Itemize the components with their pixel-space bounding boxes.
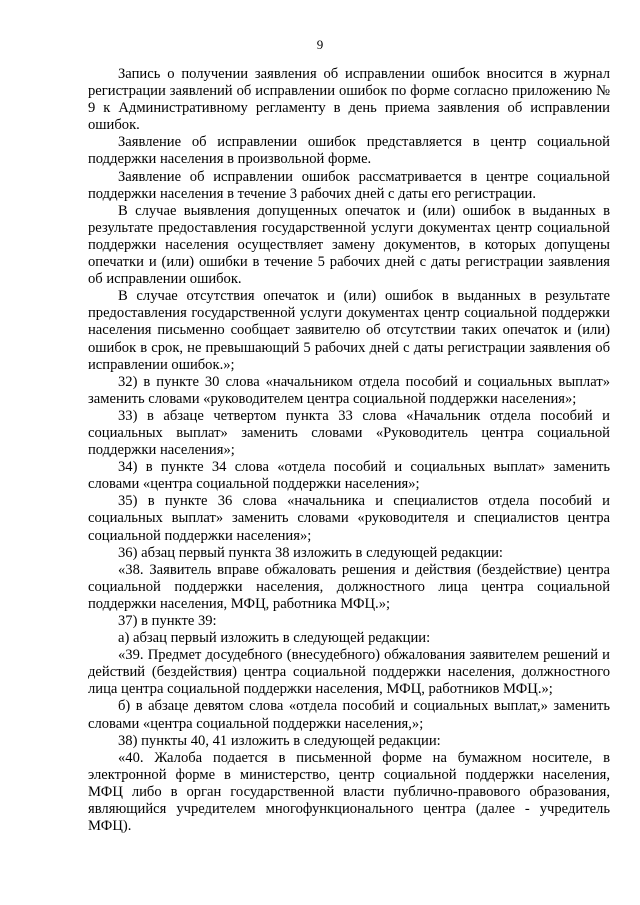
paragraph-item-32: 32) в пункте 30 слова «начальником отдела пособий и социальных выплат» заменить словами «руководителем центра социальной поддержки населения»;: [88, 373, 610, 407]
page-number: 9: [316, 37, 324, 52]
paragraph-item-37: 37) в пункте 39:: [118, 613, 217, 629]
paragraph-item-36: 36) абзац первый пункта 38 изложить в следующей редакции:: [118, 544, 503, 561]
paragraph-item-33: 33) в абзаце четвертом пункта 33 слова «Начальник отдела пособий и социальных выплат» заменить словами «Руководитель центра социальной поддержки населения»;: [88, 407, 610, 459]
document-body: [88, 66, 610, 835]
paragraph-no-errors-notice: В случае отсутствия опечаток и (или) ошибок в выданных в результате предоставления государственной услуги документах центр социальной поддержки населения письменно сообщает заявителю об отсутствии таких опечаток и (или) ошибок в срок, не превышающий 5 рабочих дней с даты регистрации заявления об исправлении ошибок.»;: [88, 288, 610, 373]
paragraph-clause-39: «39. Предмет досудебного (внесудебного) обжалования заявителем решений и действий (бездействия) центра социальной поддержки населения, должностного лица центра социальной поддержки населения, МФЦ, работников МФЦ.»;: [88, 647, 610, 698]
paragraph-item-37-a: а) абзац первый изложить в следующей редакции:: [118, 630, 431, 647]
paragraph-item-34: 34) в пункте 34 слова «отдела пособий и социальных выплат» заменить словами «центра социальной поддержки населения»;: [88, 459, 610, 493]
paragraph-error-application-form: Заявление об исправлении ошибок представляется в центр социальной поддержки населения в произвольной форме.: [88, 134, 610, 168]
paragraph-clause-38: «38. Заявитель вправе обжаловать решения и действия (бездействие) центра социальной поддержки населения, должностного лица центра социальной поддержки населения, МФЦ, работника МФЦ.»;: [88, 561, 610, 612]
paragraph-document-replacement: В случае выявления допущенных опечаток и (или) ошибок в выданных в результате предоставления государственной услуги документах центр социальной поддержки населения осуществляет замену документов, в которых допущены опечатки и (или) ошибки в течение 5 рабочих дней с даты регистрации заявления об исправлении ошибок.: [88, 202, 610, 288]
paragraph-item-35: 35) в пункте 36 слова «начальника и специалистов отдела пособий и социальных выплат» заменить словами «руководителя и специалистов центра социальной поддержки населения»;: [88, 493, 610, 544]
paragraph-error-log-entry: Запись о получении заявления об исправлении ошибок вносится в журнал регистрации заявлений об исправлении ошибок по форме согласно приложению № 9 к Административному регламенту в день приема заявления об исправлении ошибок.: [88, 66, 610, 134]
paragraph-error-application-review: Заявление об исправлении ошибок рассматривается в центре социальной поддержки населения в течение 3 рабочих дней с даты его регистрации.: [88, 168, 610, 202]
paragraph-item-38: 38) пункты 40, 41 изложить в следующей редакции:: [118, 732, 441, 749]
paragraph-clause-40: «40. Жалоба подается в письменной форме на бумажном носителе, в электронной форме в министерство, центр социальной поддержки населения, МФЦ либо в орган государственной власти публично-правового образования, являющийся учредителем многофункционального центра (далее - учредитель МФЦ).: [88, 749, 610, 835]
paragraph-item-37-b: б) в абзаце девятом слова «отдела пособий и социальных выплат,» заменить словами «центра социальной поддержки населения,»;: [88, 698, 610, 732]
